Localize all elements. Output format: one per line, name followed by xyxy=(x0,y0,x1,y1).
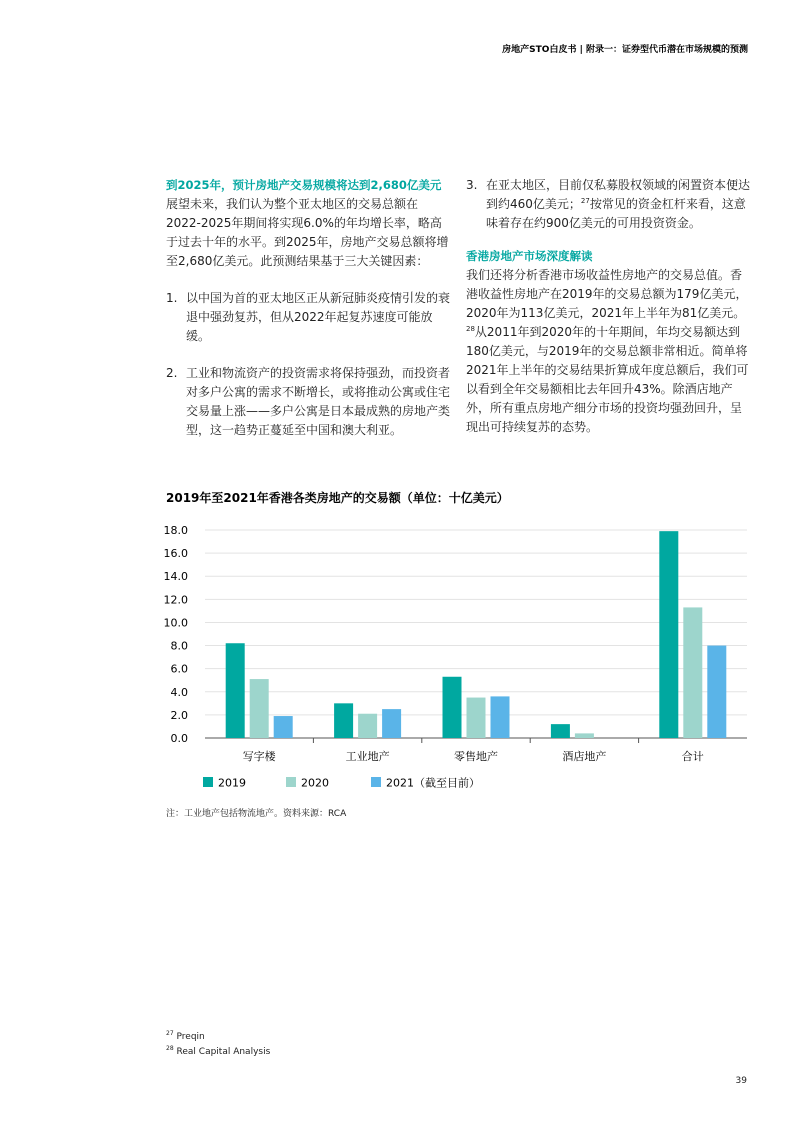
list-text: 工业和物流资产的投资需求将保持强劲，而投资者对多户公寓的需求不断增长，或将推动公寓或住宅交易量上涨——多户公寓是日本最成熟的房地产类型，这一趋势正蔓延至中国和澳大利亚。 xyxy=(186,366,451,437)
list-text: 以中国为首的亚太地区正从新冠肺炎疫情引发的衰退中强劲复苏，但从2022年起复苏速度可能放缓。 xyxy=(186,291,451,343)
x-tick-label: 酒店地产 xyxy=(562,750,607,763)
bar xyxy=(226,643,245,738)
y-tick-label: 12.0 xyxy=(163,593,188,607)
bar xyxy=(274,716,293,738)
bar xyxy=(659,531,678,738)
paragraph-text-b: 从2011年到2020年的十年期间，年均交易额达到180亿美元，与2019年的交易总额非常相近。简单将2021年上半年的交易结果折算成年度总额后，我们可以看到全年交易额相比去年回升43%。除酒店地产外，所有重点房地产细分市场的投资均强劲回升，呈现出可持续复苏的态势。 xyxy=(466,325,749,434)
y-tick-label: 0.0 xyxy=(170,732,188,745)
y-tick-label: 4.0 xyxy=(170,685,188,699)
bar xyxy=(358,714,377,738)
bar-chart xyxy=(155,515,755,800)
chart-note: 注：工业地产包括物流地产。资料来源：RCA xyxy=(166,809,347,819)
bar xyxy=(491,696,510,738)
bar xyxy=(707,646,726,738)
bar xyxy=(551,724,570,738)
x-tick-label: 写字楼 xyxy=(242,750,276,763)
y-tick-label: 18.0 xyxy=(163,524,188,537)
paragraph-text-a: 我们还将分析香港市场收益性房地产的交易总值。香港收益性房地产在2019年的交易总额为179亿美元，2020年为113亿美元，2021年上半年为81亿美元。 xyxy=(466,268,748,320)
y-tick-label: 2.0 xyxy=(170,708,188,722)
chart-title: 2019年至2021年香港各类房地产的交易额（单位：十亿美元） xyxy=(166,491,509,505)
x-tick-label: 合计 xyxy=(681,750,704,763)
footnotes xyxy=(166,1030,270,1060)
list-number: 1. xyxy=(166,291,178,305)
y-tick-label: 6.0 xyxy=(170,662,188,676)
legend-label: 2020 xyxy=(301,776,329,790)
legend-label: 2019 xyxy=(218,776,246,790)
left-column xyxy=(166,176,451,440)
legend-swatch xyxy=(203,777,213,787)
footnote-27: $^{27}$ Preqin xyxy=(166,1030,205,1042)
y-tick-label: 14.0 xyxy=(163,570,188,584)
section-heading-hongkong: 香港房地产市场深度解读 xyxy=(466,249,593,263)
hongkong-paragraph xyxy=(466,266,751,437)
bar xyxy=(443,677,462,738)
bar xyxy=(382,709,401,738)
y-tick-label: 16.0 xyxy=(163,547,188,561)
x-tick-label: 零售地产 xyxy=(454,750,498,763)
intro-paragraph: 展望未来，我们认为整个亚太地区的交易总额在2022-2025年期间将实现6.0%的年均增长率，略高于过去十年的水平。到2025年，房地产交易总额将增至2,680亿美元。此预测结果基于三大关键因素： xyxy=(166,197,449,268)
page-header: 房地产STO白皮书 | 附录一：证券型代币潜在市场规模的预测 xyxy=(502,45,748,55)
list-item xyxy=(166,364,451,440)
bar xyxy=(575,733,594,738)
x-tick-label: 工业地产 xyxy=(345,750,390,763)
right-column xyxy=(466,176,751,437)
footnote-ref[interactable]: 28 xyxy=(466,325,475,333)
list-number: 3. xyxy=(466,178,478,192)
bar xyxy=(334,703,353,738)
section-heading-forecast: 到2025年，预计房地产交易规模将达到2,680亿美元 xyxy=(166,178,442,192)
factor-list xyxy=(166,289,451,440)
list-item xyxy=(466,176,751,233)
legend-label: 2021（截至目前） xyxy=(386,776,480,790)
list-item xyxy=(166,289,451,346)
footnote-ref[interactable]: 27 xyxy=(580,197,590,205)
bar xyxy=(467,698,486,738)
y-tick-label: 10.0 xyxy=(163,616,188,630)
legend-swatch xyxy=(286,777,296,787)
bar xyxy=(250,679,269,738)
page-number: 39 xyxy=(735,1076,747,1086)
legend-swatch xyxy=(371,777,381,787)
bar xyxy=(683,607,702,738)
list-text-a: 在亚太地区，目前仅私募股权领域的闲置资本便达到约460亿美元； xyxy=(486,178,751,211)
footnote-28: $^{28}$ Real Capital Analysis xyxy=(166,1045,271,1057)
y-tick-label: 8.0 xyxy=(170,639,188,653)
list-number: 2. xyxy=(166,366,178,380)
list-text-b: 按常见的资金杠杆来看，这意味着存在约900亿美元的可用投资资金。 xyxy=(486,197,746,230)
